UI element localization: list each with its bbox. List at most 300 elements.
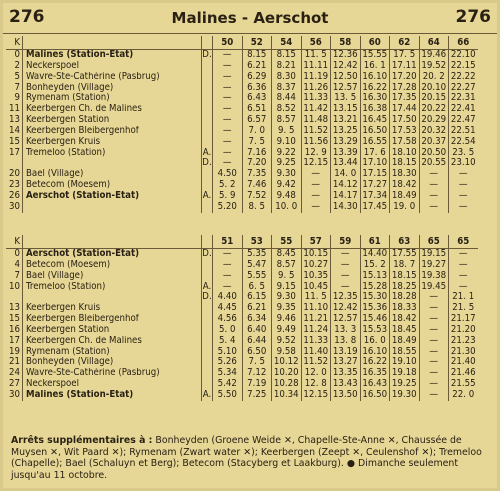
- train-number: 55: [272, 235, 302, 249]
- station-name: Bonheyden (Village): [23, 83, 202, 94]
- time-cell: 5.10: [213, 347, 243, 358]
- km-cell: 17: [6, 336, 23, 347]
- time-cell: —: [419, 325, 449, 336]
- train-number: 59: [331, 235, 361, 249]
- time-cell: 9.25: [272, 158, 302, 169]
- time-cell: 12.36: [331, 50, 361, 61]
- time-cell: 15.46: [360, 314, 390, 325]
- time-cell: 17.35: [390, 93, 420, 104]
- time-cell: 6.21: [242, 61, 272, 72]
- km-cell: 10: [6, 282, 23, 293]
- time-cell: 12.15: [301, 158, 331, 169]
- timetable-row: [6, 260, 478, 271]
- time-cell: 10.12: [272, 357, 302, 368]
- time-cell: 6. 5: [242, 282, 272, 293]
- time-cell: 23.10: [450, 158, 476, 169]
- time-cell: —: [213, 115, 243, 126]
- time-cell: 17.55: [390, 249, 420, 260]
- time-cell: —: [458, 190, 468, 201]
- timetable-return: [6, 235, 478, 401]
- km-cell: [6, 158, 23, 169]
- time-cell: 10.45: [301, 282, 331, 293]
- time-cell: 11.21: [301, 314, 331, 325]
- train-number: 57: [301, 235, 331, 249]
- arr-dep-marker: [202, 72, 213, 83]
- time-cell: 7.35: [242, 169, 272, 180]
- time-cell: 16.22: [360, 83, 390, 94]
- time-cell: 11.19: [301, 72, 331, 83]
- time-cell: 13.39: [331, 148, 361, 159]
- arr-dep-marker: [202, 115, 213, 126]
- time-cell: —: [213, 93, 243, 104]
- time-cell: 19.27: [419, 260, 449, 271]
- time-cell: 16.38: [360, 104, 390, 115]
- time-cell: 10.20: [272, 368, 302, 379]
- time-cell: 18.28: [390, 292, 420, 303]
- arr-dep-marker: [202, 347, 213, 358]
- time-cell: 14.30: [331, 202, 361, 213]
- time-cell: 13.27: [331, 357, 361, 368]
- time-cell: 19.18: [390, 368, 420, 379]
- time-cell: 9.52: [272, 336, 302, 347]
- time-cell: 9.48: [272, 191, 302, 202]
- time-cell: 13.43: [331, 379, 361, 390]
- timetable-row: [6, 180, 478, 191]
- arr-dep-marker: [202, 169, 213, 180]
- km-header: K: [6, 36, 23, 50]
- km-cell: 11: [6, 104, 23, 115]
- footer-stops: Bonheyden (Groene Weide ✕, Chapelle-Ste-Anne ✕, Chaussée de Muysen ✕, Wit Paard ✕); Rymenam (Zwart water ✕); Keerbergen (Zeept ✕, Ceulenshof ✕); Tremeloo (Chapelle); Bael (Schaluyn et Berg); Betecom (Stacyberg et Laakburg).: [11, 435, 482, 469]
- time-cell: 7.52: [242, 191, 272, 202]
- station-name: [23, 158, 202, 169]
- arr-dep-marker: [202, 357, 213, 368]
- time-cell: 12.42: [331, 303, 361, 314]
- station-name: Keerbergen Ch. de Malines: [23, 336, 202, 347]
- station-name: Keerbergen Ch. de Malines: [23, 104, 202, 115]
- station-header: [23, 235, 202, 249]
- time-cell: 13.19: [331, 347, 361, 358]
- time-cell: 9.22: [272, 148, 302, 159]
- timetable-row: [6, 104, 478, 115]
- time-cell: 16.43: [360, 379, 390, 390]
- arr-dep-marker: [202, 180, 213, 191]
- time-cell: 11.52: [301, 126, 331, 137]
- timetable-row: [6, 271, 478, 282]
- time-cell: 13.29: [331, 137, 361, 148]
- time-cell: 20.32: [419, 126, 449, 137]
- time-cell: 9.15: [272, 282, 302, 293]
- time-cell: 5. 0: [213, 325, 243, 336]
- timetable-row: [6, 347, 478, 358]
- time-cell: —: [213, 72, 243, 83]
- time-cell: —: [213, 50, 243, 61]
- time-cell: 15. 2: [360, 260, 390, 271]
- time-cell: —: [213, 61, 243, 72]
- time-cell: 10. 0: [272, 202, 302, 213]
- station-name: Keerbergen Kruis: [23, 303, 202, 314]
- km-cell: 0: [6, 50, 23, 61]
- train-number: 53: [242, 235, 272, 249]
- time-cell: 13.15: [331, 104, 361, 115]
- km-cell: [6, 292, 23, 303]
- time-cell: 15.13: [360, 271, 390, 282]
- timetable-row: [6, 83, 478, 94]
- time-cell: —: [458, 201, 468, 212]
- time-cell: 17.11: [390, 61, 420, 72]
- station-name: Keerbergen Bleibergenhof: [23, 314, 202, 325]
- timetable-row: [6, 191, 478, 202]
- time-cell: 5.42: [213, 379, 243, 390]
- time-cell: 21.46: [450, 368, 476, 379]
- time-cell: 8.44: [272, 93, 302, 104]
- time-cell: 20. 2: [419, 72, 449, 83]
- header-divider: [3, 33, 497, 34]
- time-cell: —: [419, 368, 449, 379]
- arr-dep-marker: [202, 126, 213, 137]
- timetable-row: [6, 148, 478, 159]
- time-cell: 19.46: [419, 50, 449, 61]
- station-name: Bonheyden (Village): [23, 357, 202, 368]
- footer-notes: [11, 435, 495, 481]
- time-cell: 12. 9: [301, 148, 331, 159]
- arr-dep-marker: [202, 137, 213, 148]
- km-cell: 30: [6, 202, 23, 213]
- time-cell: 15.55: [360, 50, 390, 61]
- time-cell: 22.31: [450, 93, 476, 104]
- time-cell: 11.10: [301, 303, 331, 314]
- time-cell: —: [419, 347, 449, 358]
- time-cell: 6.34: [242, 314, 272, 325]
- time-cell: —: [213, 282, 243, 293]
- time-cell: —: [458, 259, 468, 270]
- timetable-row: [6, 292, 478, 303]
- train-number: 62: [390, 36, 420, 50]
- timetable-row: [6, 368, 478, 379]
- time-cell: 15.30: [360, 292, 390, 303]
- timetable-row: [6, 282, 478, 293]
- time-cell: —: [331, 260, 361, 271]
- time-cell: 4.45: [213, 303, 243, 314]
- time-cell: 11.24: [301, 325, 331, 336]
- km-cell: 21: [6, 357, 23, 368]
- time-cell: 8.37: [272, 83, 302, 94]
- time-cell: 20.22: [419, 104, 449, 115]
- time-cell: 8.15: [272, 50, 302, 61]
- time-cell: 7.20: [242, 158, 272, 169]
- time-cell: 22. 0: [452, 389, 475, 400]
- time-cell: 18.49: [390, 191, 420, 202]
- time-cell: 18. 7: [390, 260, 420, 271]
- arr-dep-header: [202, 235, 213, 249]
- train-number: 64: [419, 36, 449, 50]
- time-cell: 5. 4: [213, 336, 243, 347]
- time-cell: —: [331, 282, 361, 293]
- time-cell: 19. 0: [390, 202, 420, 213]
- time-cell: 11.11: [301, 61, 331, 72]
- time-cell: 17.20: [390, 72, 420, 83]
- time-cell: 16.10: [360, 347, 390, 358]
- station-name: Aerschot (Station-Etat): [23, 249, 202, 260]
- time-cell: 7.46: [242, 180, 272, 191]
- time-cell: 14.17: [331, 191, 361, 202]
- time-cell: 11. 5: [301, 292, 331, 303]
- time-cell: 18.15: [390, 271, 420, 282]
- station-name: Aerschot (Station-Etat): [23, 191, 202, 202]
- time-cell: 23. 5: [452, 147, 475, 158]
- time-cell: 16.50: [360, 126, 390, 137]
- km-cell: 13: [6, 115, 23, 126]
- time-cell: 13. 5: [331, 93, 361, 104]
- time-cell: 19.25: [390, 379, 420, 390]
- time-cell: 9. 5: [272, 126, 302, 137]
- time-cell: 5.55: [242, 271, 272, 282]
- time-cell: 22.22: [450, 71, 476, 82]
- km-cell: 23: [6, 180, 23, 191]
- time-cell: 19.45: [419, 282, 449, 293]
- time-cell: —: [331, 271, 361, 282]
- time-cell: 22.51: [450, 125, 476, 136]
- time-cell: 8. 5: [242, 202, 272, 213]
- time-cell: 22.15: [450, 60, 476, 71]
- time-cell: 20.29: [419, 115, 449, 126]
- time-cell: 20.55: [419, 158, 449, 169]
- time-cell: 13.35: [331, 368, 361, 379]
- time-cell: —: [419, 390, 449, 401]
- time-cell: —: [458, 169, 468, 180]
- time-cell: 9.58: [272, 347, 302, 358]
- time-cell: —: [213, 126, 243, 137]
- km-cell: 4: [6, 260, 23, 271]
- station-name: [23, 202, 202, 213]
- km-cell: 14: [6, 126, 23, 137]
- time-cell: —: [213, 158, 243, 169]
- train-number: 58: [331, 36, 361, 50]
- time-cell: 17.53: [390, 126, 420, 137]
- time-cell: 21. 5: [452, 303, 475, 314]
- train-number: 65: [419, 235, 449, 249]
- train-number: 56: [301, 36, 331, 50]
- station-name: Keerbergen Kruis: [23, 137, 202, 148]
- time-cell: 7. 0: [242, 126, 272, 137]
- time-cell: 12.57: [331, 83, 361, 94]
- timetable-row: [6, 390, 478, 401]
- time-cell: 18.45: [390, 325, 420, 336]
- arr-dep-marker: [202, 260, 213, 271]
- time-cell: —: [213, 271, 243, 282]
- station-name: Tremeloo (Station): [23, 282, 202, 293]
- time-cell: 22.47: [450, 115, 476, 126]
- arr-dep-marker: [202, 303, 213, 314]
- station-name: Tremeloo (Station): [23, 148, 202, 159]
- time-cell: 14.12: [331, 180, 361, 191]
- time-cell: 19.30: [390, 390, 420, 401]
- km-cell: 16: [6, 325, 23, 336]
- time-cell: 9.42: [272, 180, 302, 191]
- time-cell: 16.50: [360, 390, 390, 401]
- station-name: Malines (Station-Etat): [23, 50, 202, 61]
- arr-dep-marker: A.: [202, 389, 212, 400]
- time-cell: 16.45: [360, 115, 390, 126]
- time-cell: 4.50: [213, 169, 243, 180]
- time-cell: 8.57: [272, 260, 302, 271]
- time-cell: 6.36: [242, 83, 272, 94]
- time-cell: 7.25: [242, 390, 272, 401]
- time-cell: 15.36: [360, 303, 390, 314]
- time-cell: 18.42: [390, 180, 420, 191]
- arr-dep-marker: [202, 368, 213, 379]
- km-cell: 7: [6, 83, 23, 94]
- time-cell: 7. 5: [242, 137, 272, 148]
- timetable-row: [6, 61, 478, 72]
- time-cell: 17.44: [390, 104, 420, 115]
- time-cell: 16.55: [360, 137, 390, 148]
- time-cell: 12. 0: [301, 368, 331, 379]
- time-cell: —: [419, 191, 449, 202]
- timetable-row: [6, 72, 478, 83]
- time-cell: 22.54: [450, 136, 476, 147]
- time-cell: 6.15: [242, 292, 272, 303]
- arr-dep-marker: [202, 202, 213, 213]
- arr-dep-marker: [202, 83, 213, 94]
- page-number-left: 276: [9, 7, 45, 27]
- time-cell: 17.27: [360, 180, 390, 191]
- time-cell: 21.17: [450, 314, 476, 325]
- time-cell: 6.50: [242, 347, 272, 358]
- train-number: 51: [213, 235, 243, 249]
- time-cell: 19.15: [419, 249, 449, 260]
- time-cell: —: [419, 303, 449, 314]
- time-cell: 12.42: [331, 61, 361, 72]
- time-cell: 18.49: [390, 336, 420, 347]
- timetable-row: [6, 93, 478, 104]
- time-cell: 5. 9: [213, 191, 243, 202]
- time-cell: 12.15: [301, 390, 331, 401]
- arr-dep-marker: A.: [202, 190, 212, 201]
- time-cell: 5.20: [213, 202, 243, 213]
- time-cell: 19.52: [419, 61, 449, 72]
- time-cell: 7.12: [242, 368, 272, 379]
- time-cell: 6.43: [242, 93, 272, 104]
- time-cell: 13.21: [331, 115, 361, 126]
- time-cell: —: [419, 202, 449, 213]
- time-cell: 10.34: [272, 390, 302, 401]
- time-cell: —: [419, 292, 449, 303]
- arr-dep-marker: D.: [202, 248, 212, 259]
- time-cell: 18.30: [390, 169, 420, 180]
- timetable-row: [6, 158, 478, 169]
- arr-dep-marker: [202, 93, 213, 104]
- time-cell: 21.55: [450, 379, 476, 390]
- station-name: Rymenam (Station): [23, 347, 202, 358]
- km-cell: 24: [6, 368, 23, 379]
- time-cell: 12. 8: [301, 379, 331, 390]
- train-number: 50: [213, 36, 243, 50]
- time-cell: 7.16: [242, 148, 272, 159]
- time-cell: 17.45: [360, 202, 390, 213]
- time-cell: 9. 5: [272, 271, 302, 282]
- arr-dep-marker: [202, 61, 213, 72]
- arr-dep-marker: [202, 104, 213, 115]
- time-cell: —: [301, 191, 331, 202]
- timetable-row: [6, 115, 478, 126]
- time-cell: 5.35: [242, 249, 272, 260]
- arr-dep-marker: D.: [202, 158, 212, 169]
- station-name: Rymenam (Station): [23, 93, 202, 104]
- time-cell: 9.30: [272, 169, 302, 180]
- time-cell: 13. 8: [331, 336, 361, 347]
- arr-dep-marker: [202, 379, 213, 390]
- time-cell: 20.10: [419, 83, 449, 94]
- train-number: 65: [449, 235, 478, 249]
- time-cell: 16.30: [360, 93, 390, 104]
- timetable-page: [3, 3, 497, 488]
- time-cell: —: [458, 180, 468, 191]
- time-cell: 8.52: [272, 104, 302, 115]
- time-cell: 19.10: [390, 357, 420, 368]
- time-cell: 9.35: [272, 303, 302, 314]
- arr-dep-marker: A.: [202, 147, 212, 158]
- time-cell: 18.15: [390, 158, 420, 169]
- time-cell: 5.47: [242, 260, 272, 271]
- time-cell: —: [301, 202, 331, 213]
- time-cell: 9.10: [272, 137, 302, 148]
- time-cell: 12.50: [331, 72, 361, 83]
- arr-dep-marker: [202, 314, 213, 325]
- time-cell: —: [419, 357, 449, 368]
- time-cell: 17.28: [390, 83, 420, 94]
- time-cell: 17. 6: [360, 148, 390, 159]
- time-cell: 15.28: [360, 282, 390, 293]
- station-name: Bael (Village): [23, 169, 202, 180]
- time-cell: —: [458, 281, 468, 292]
- arr-dep-marker: D.: [202, 49, 212, 60]
- time-cell: 6.57: [242, 115, 272, 126]
- time-cell: 6.51: [242, 104, 272, 115]
- time-cell: 17.50: [390, 115, 420, 126]
- timetable-row: [6, 303, 478, 314]
- timetable-row: [6, 202, 478, 213]
- time-cell: 13.44: [331, 158, 361, 169]
- time-cell: 16.10: [360, 72, 390, 83]
- time-cell: —: [213, 104, 243, 115]
- time-cell: 4.56: [213, 314, 243, 325]
- time-cell: 13.50: [331, 390, 361, 401]
- km-cell: 26: [6, 191, 23, 202]
- time-cell: 11.52: [301, 357, 331, 368]
- station-name: Keerbergen Station: [23, 115, 202, 126]
- time-cell: 14. 0: [331, 169, 361, 180]
- time-cell: —: [458, 248, 468, 259]
- time-cell: 11. 5: [301, 50, 331, 61]
- time-cell: 9.46: [272, 314, 302, 325]
- time-cell: 16. 0: [360, 336, 390, 347]
- arr-dep-marker: D.: [202, 292, 212, 303]
- time-cell: 11.33: [301, 336, 331, 347]
- time-cell: 17.58: [390, 137, 420, 148]
- footer-sunday-note: Dimanche seulement jusqu'au 11 octobre.: [11, 458, 459, 481]
- km-cell: 5: [6, 72, 23, 83]
- time-cell: 14.40: [360, 249, 390, 260]
- km-cell: 15: [6, 314, 23, 325]
- time-cell: —: [458, 270, 468, 281]
- timetable-row: [6, 314, 478, 325]
- train-number-row: [6, 36, 478, 50]
- km-cell: 19: [6, 347, 23, 358]
- station-name: Bael (Village): [23, 271, 202, 282]
- timetable-row: [6, 379, 478, 390]
- time-cell: 22.27: [450, 82, 476, 93]
- km-cell: 2: [6, 61, 23, 72]
